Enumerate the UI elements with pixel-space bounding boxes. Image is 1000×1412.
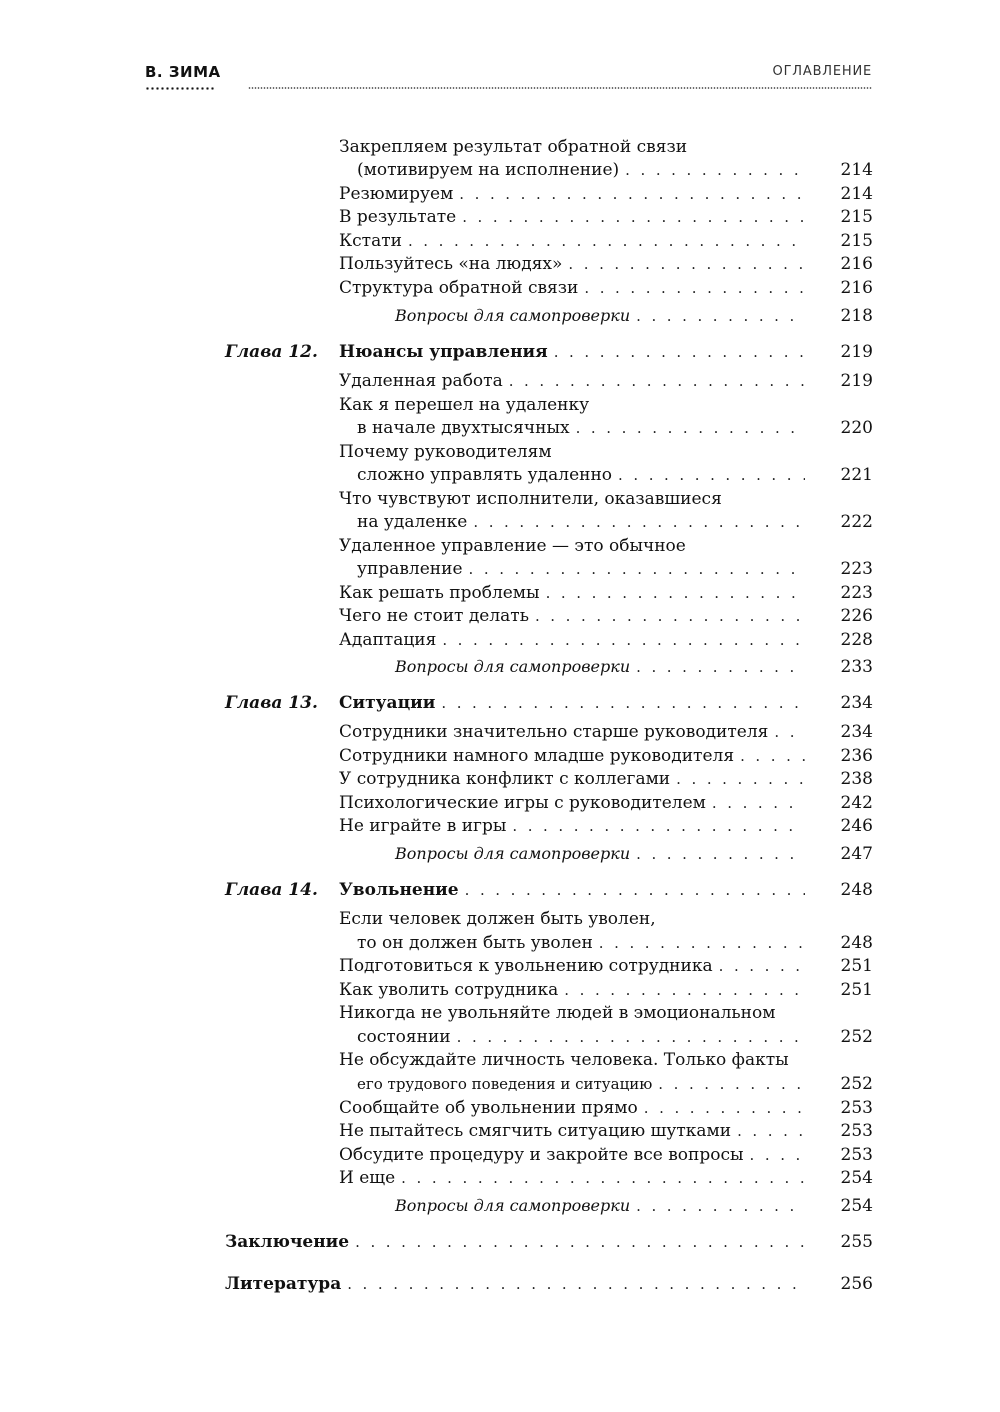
chapter-title: Заключение (225, 1232, 350, 1252)
toc-entry[interactable] (339, 792, 873, 814)
toc-entry-title: Вопросы для самопроверки (395, 657, 631, 676)
toc-entry-line[interactable]: Почему руководителям (339, 442, 552, 462)
toc-page-number: 251 (840, 956, 873, 976)
toc-entry[interactable] (339, 721, 873, 743)
toc-entry[interactable] (357, 558, 873, 580)
toc-entry[interactable] (357, 511, 873, 533)
toc-entry[interactable] (339, 955, 873, 977)
toc-conclusion[interactable] (225, 1231, 873, 1253)
toc-entry-title: Вопросы для самопроверки (395, 844, 631, 863)
toc-review-questions[interactable] (395, 1195, 873, 1217)
leader-dots (578, 277, 805, 299)
leader-dots (558, 979, 805, 1001)
toc-page-number: 215 (840, 207, 873, 227)
leader-dots (453, 183, 805, 205)
toc-entry[interactable] (357, 159, 873, 181)
leader-dots (731, 1120, 805, 1142)
toc-entry[interactable] (357, 1026, 873, 1048)
toc-entry-title: Не играйте в игры (339, 816, 507, 836)
toc-page-number: 219 (840, 342, 873, 362)
toc-entry-title: Обсудите процедуру и закройте все вопросы (339, 1145, 744, 1165)
toc-page-number: 253 (840, 1145, 873, 1165)
toc-entry-title: Пользуйтесь «на людях» (339, 254, 563, 274)
leader-dots (630, 656, 805, 678)
toc-page-number: 218 (840, 306, 873, 326)
toc-page-number: 253 (840, 1121, 873, 1141)
leader-dots (540, 582, 805, 604)
toc-page-number: 251 (840, 980, 873, 1000)
toc-entry[interactable] (339, 1120, 873, 1142)
toc-entry-title: Сотрудники намного младше руководителя (339, 746, 735, 766)
toc-entry[interactable] (357, 932, 873, 954)
leader-dots (706, 792, 805, 814)
toc-entry[interactable] (339, 582, 873, 604)
toc-entry-line[interactable]: Если человек должен быть уволен, (339, 909, 656, 929)
leader-dots (529, 605, 805, 627)
chapter-label: Глава 13. (225, 693, 318, 713)
leader-dots (459, 879, 805, 901)
toc-entry[interactable] (339, 1167, 873, 1189)
toc-entry[interactable] (339, 277, 873, 299)
toc-page-number: 214 (840, 160, 873, 180)
toc-page-number: 214 (840, 184, 873, 204)
toc-entry-title: Удаленная работа (339, 371, 503, 391)
toc-entry-title: Вопросы для самопроверки (395, 306, 631, 325)
toc-page-number: 242 (840, 793, 873, 813)
toc-entry-title: Структура обратной связи (339, 278, 579, 298)
chapter-title: Увольнение (339, 880, 459, 900)
leader-dots (630, 1195, 805, 1217)
leader-dots (630, 305, 805, 327)
toc-entry[interactable] (339, 979, 873, 1001)
toc-entry[interactable] (357, 417, 873, 439)
leader-dots (503, 370, 805, 392)
toc-entry[interactable] (339, 605, 873, 627)
toc-entry-title: Кстати (339, 231, 402, 251)
leader-dots (638, 1097, 805, 1119)
toc-entry-title: сложно управлять удаленно (357, 465, 613, 485)
toc-entry-title: Адаптация (339, 630, 437, 650)
toc-entry-line[interactable]: Закрепляем результат обратной связи (339, 137, 688, 157)
toc-entry[interactable] (357, 1073, 873, 1095)
toc-page-number: 215 (840, 231, 873, 251)
toc-entry-title: Вопросы для самопроверки (395, 1196, 631, 1215)
leader-dots (341, 1273, 805, 1295)
toc-entry-title: И еще (339, 1168, 396, 1188)
leader-dots (467, 511, 805, 533)
toc-entry-title: В результате (339, 207, 457, 227)
author-name: В. ЗИМА (145, 63, 221, 81)
toc-page-number: 222 (840, 512, 873, 532)
toc-page-number: 223 (840, 559, 873, 579)
toc-page-number: 254 (840, 1168, 873, 1188)
leader-dots (436, 629, 805, 651)
leader-dots (593, 932, 805, 954)
chapter-title: Литература (225, 1274, 342, 1294)
toc-entry-title: Как решать проблемы (339, 583, 540, 603)
toc-entry[interactable] (339, 1097, 873, 1119)
toc-entry-title: У сотрудника конфликт с коллегами (339, 769, 671, 789)
chapter-label: Глава 12. (225, 342, 318, 362)
toc-page-number: 238 (840, 769, 873, 789)
toc-entry-title: в начале двухтысячных (357, 418, 570, 438)
toc-page-number: 234 (840, 722, 873, 742)
toc-entry-title: Подготовиться к увольнению сотрудника (339, 956, 713, 976)
toc-entry[interactable] (339, 768, 873, 790)
toc-entry-title: его трудового поведения и ситуацию (357, 1075, 653, 1093)
toc-entry-title: Резюмируем (339, 184, 454, 204)
chapter-title: Нюансы управления (339, 342, 548, 362)
toc-entry-line[interactable]: Не обсуждайте личность человека. Только факты (339, 1050, 789, 1070)
leader-dots (670, 768, 805, 790)
leader-dots (570, 417, 805, 439)
toc-page-number: 236 (840, 746, 873, 766)
toc-entry[interactable] (339, 745, 873, 767)
chapter-title: Ситуации (339, 693, 436, 713)
leader-dots (619, 159, 805, 181)
toc-page-number: 252 (840, 1027, 873, 1047)
toc-literature[interactable] (225, 1273, 873, 1295)
toc-page-number: 226 (840, 606, 873, 626)
toc-entry-title: Сотрудники значительно старше руководителя (339, 722, 769, 742)
toc-entry-title: на удаленке (357, 512, 468, 532)
toc-entry[interactable] (339, 183, 873, 205)
toc-page-number: 254 (840, 1196, 873, 1216)
toc-entry-line[interactable]: Что чувствуют исполнители, оказавшиеся (339, 489, 722, 509)
toc-page-number: 219 (840, 371, 873, 391)
toc-page-number: 255 (840, 1232, 873, 1252)
toc-page-number: 233 (840, 657, 873, 677)
leader-dots (349, 1231, 805, 1253)
toc-chapter-14[interactable] (225, 879, 873, 901)
leader-dots (652, 1073, 805, 1095)
toc-entry[interactable] (339, 815, 873, 837)
toc-review-questions[interactable] (395, 305, 873, 327)
toc-entry-title: управление (357, 559, 463, 579)
toc-review-questions[interactable] (395, 843, 873, 865)
toc-page-number: 253 (840, 1098, 873, 1118)
leader-dots (395, 1167, 805, 1189)
leader-dots (402, 230, 805, 252)
toc-entry-line[interactable]: Никогда не увольняйте людей в эмоциональном (339, 1003, 776, 1023)
toc-entry-title: Сообщайте об увольнении прямо (339, 1098, 638, 1118)
toc-entry[interactable] (339, 253, 873, 275)
leader-dots (630, 843, 805, 865)
toc-page-number: 234 (840, 693, 873, 713)
toc-page-number: 256 (840, 1274, 873, 1294)
toc-page-number: 216 (840, 254, 873, 274)
toc-entry-title: состоянии (357, 1027, 451, 1047)
toc-entry-line[interactable]: Удаленное управление — это обычное (339, 536, 686, 556)
toc-page-number: 223 (840, 583, 873, 603)
toc-page-number: 216 (840, 278, 873, 298)
toc-entry-title: Не пытайтесь смягчить ситуацию шутками (339, 1121, 732, 1141)
toc-entry-title: Психологические игры с руководителем (339, 793, 706, 813)
toc-entry[interactable] (339, 230, 873, 252)
leader-dots (713, 955, 805, 977)
leader-dots (548, 341, 805, 363)
toc-entry[interactable] (339, 629, 873, 651)
leader-dots (506, 815, 805, 837)
toc-entry-title: Как уволить сотрудника (339, 980, 559, 1000)
leader-dots (612, 464, 805, 486)
toc-entry-line[interactable]: Как я перешел на удаленку (339, 395, 590, 415)
section-title: ОГЛАВЛЕНИЕ (772, 64, 872, 79)
toc-review-questions[interactable] (395, 656, 873, 678)
toc-page-number: 252 (840, 1074, 873, 1094)
toc-entry[interactable] (339, 206, 873, 228)
leader-dots (435, 692, 805, 714)
leader-dots (463, 558, 805, 580)
toc-chapter-13[interactable] (225, 692, 873, 714)
leader-dots (456, 206, 805, 228)
toc-page-number: 228 (840, 630, 873, 650)
toc-entry-title: то он должен быть уволен (357, 933, 593, 953)
leader-dots (734, 745, 805, 767)
leader-dots (744, 1144, 805, 1166)
toc-entry[interactable] (339, 1144, 873, 1166)
toc-page-number: 247 (840, 844, 873, 864)
leader-dots (451, 1026, 805, 1048)
toc-entry[interactable] (339, 370, 873, 392)
toc-chapter-12[interactable] (225, 341, 873, 363)
leader-dots (768, 721, 805, 743)
leader-dots (562, 253, 805, 275)
toc-page-number: 221 (840, 465, 873, 485)
toc-page-number: 220 (840, 418, 873, 438)
chapter-label: Глава 14. (225, 880, 318, 900)
toc-page-number: 248 (840, 880, 873, 900)
toc-entry-title: (мотивируем на исполнение) (357, 160, 620, 180)
toc-entry-title: Чего не стоит делать (339, 606, 529, 626)
toc-entry[interactable] (357, 464, 873, 486)
toc-page-number: 246 (840, 816, 873, 836)
toc-page-number: 248 (840, 933, 873, 953)
